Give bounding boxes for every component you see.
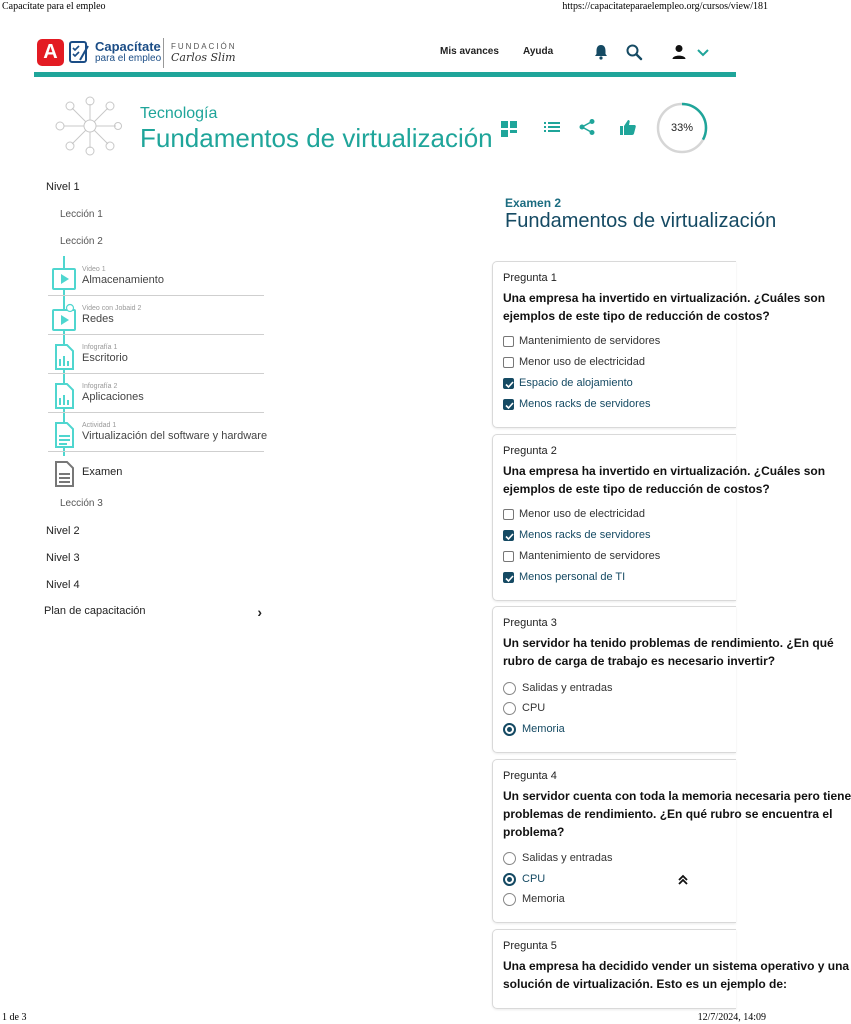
top-navbar (34, 34, 736, 74)
sidebar-lesson-2[interactable]: Lección 2 (60, 236, 103, 247)
thumbs-up-icon[interactable] (619, 118, 637, 136)
sidebar-item-title: Virtualización del software y hardware (82, 430, 268, 442)
sidebar-level-1[interactable]: Nivel 1 (46, 181, 80, 193)
print-page-number: 1 de 3 (2, 1012, 27, 1023)
print-page-title: Capacítate para el empleo (2, 1, 106, 12)
brand-tagline: para el empleo (95, 53, 162, 64)
logo-divider (163, 38, 164, 68)
infographic-icon (50, 343, 78, 371)
share-icon[interactable] (578, 118, 596, 136)
sidebar-item-aplicaciones[interactable] (48, 374, 264, 413)
nav-help-link[interactable]: Ayuda (523, 46, 554, 57)
sidebar-item-title: Examen (82, 466, 123, 478)
scroll-to-top-icon[interactable] (675, 872, 691, 888)
print-url: https://capacitateparaelempleo.org/cursos/view/181 (562, 1, 768, 12)
sidebar-level-4[interactable]: Nivel 4 (46, 579, 80, 591)
question-card-5 (492, 929, 850, 1009)
training-plan-label: Plan de capacitación (44, 605, 146, 617)
exam-icon (50, 460, 78, 488)
search-icon[interactable] (625, 43, 643, 61)
list-icon[interactable] (543, 118, 561, 136)
sidebar-item-title: Almacenamiento (82, 274, 164, 286)
video-jobaid-icon (50, 304, 78, 332)
question-text: Una empresa ha invertido en virtualización. ¿Cuáles son ejemplos de este tipo de reducción de costos? (503, 464, 826, 496)
print-header (0, 0, 768, 14)
sidebar-level-2[interactable]: Nivel 2 (46, 525, 80, 537)
question-card-2: Pregunta 2 Una empresa ha invertido en virtualización. ¿Cuáles son ejemplos de este tipo de reducción de costos? Menor uso de electricidad Menos racks de servidores Mantenimiento de servidores Menos personal de TI (492, 434, 736, 601)
question-number: Pregunta 3 (503, 617, 557, 629)
sidebar-item-escritorio[interactable] (48, 335, 264, 374)
sidebar-level-3[interactable]: Nivel 3 (46, 552, 80, 564)
foundation-name: Carlos Slim (171, 51, 236, 64)
print-datetime: 12/7/2024, 14:09 (697, 1012, 766, 1023)
exam-label: Examen 2 (505, 196, 562, 210)
bell-icon[interactable] (592, 43, 610, 61)
course-progress-label: 33% (670, 122, 694, 134)
sidebar-lesson-3[interactable]: Lección 3 (60, 498, 103, 509)
question-number: Pregunta 5 (503, 940, 557, 952)
user-icon[interactable] (670, 43, 688, 61)
exam-title: Fundamentos de virtualización (505, 210, 777, 232)
video-icon (50, 265, 78, 293)
activity-icon (50, 421, 78, 449)
sidebar-item-almacenamiento[interactable] (48, 257, 264, 296)
question-text: Una empresa ha decidido vender un sistema operativo y una solución de virtualización. Esto es un ejemplo de: (503, 959, 850, 991)
chevron-down-icon[interactable] (694, 43, 712, 61)
sidebar-item-type: Infografía 2 (82, 383, 118, 390)
sidebar-item-title: Redes (82, 313, 114, 325)
course-category: Tecnología (140, 105, 218, 122)
nav-my-progress-link[interactable]: Mis avances (440, 46, 499, 57)
brand-name: Capacítate (95, 39, 161, 54)
question-number: Pregunta 1 (503, 272, 557, 284)
chevron-right-icon: › (257, 604, 262, 620)
sidebar-item-redes[interactable] (48, 296, 264, 335)
question-card-4: Pregunta 4 Un servidor cuenta con toda la memoria necesaria pero tiene problemas de rendimiento. ¿En qué rubro se encuentra el problema? Salidas y entradas CPU Memoria (492, 759, 736, 923)
question-text: Un servidor cuenta con toda la memoria necesaria pero tiene problemas de rendimiento. ¿En qué rubro se encuentra el problema? (503, 789, 851, 839)
question-text: Una empresa ha invertido en virtualización. ¿Cuáles son ejemplos de este tipo de reducción de costos? (503, 291, 826, 323)
question-number: Pregunta 2 (503, 445, 557, 457)
sidebar-item-type: Video 1 (82, 266, 106, 273)
course-title: Fundamentos de virtualización (140, 123, 493, 153)
checklist-logo-icon (68, 40, 90, 64)
header-accent-rule (34, 72, 736, 77)
sidebar-item-title: Aplicaciones (82, 391, 144, 403)
foundation-label: FUNDACIÓN (171, 42, 237, 51)
question-card-1: Pregunta 1 Una empresa ha invertido en virtualización. ¿Cuáles son ejemplos de este tipo de reducción de costos? Mantenimiento de servidores Menor uso de electricidad Espacio de alojamiento Menos racks de servidores (492, 261, 736, 428)
question-card-3: Pregunta 3 Un servidor ha tenido problemas de rendimiento. ¿En qué rubro de carga de trabajo es necesario invertir? Salidas y entradas CPU Memoria (492, 606, 736, 753)
print-footer (0, 1012, 768, 1024)
sidebar-item-type: Actividad 1 (82, 422, 117, 429)
infographic-icon (50, 382, 78, 410)
sidebar-item-type: Infografía 1 (82, 344, 118, 351)
sidebar-item-type: Video con Jobaid 2 (82, 305, 142, 312)
course-network-illustration-icon (50, 96, 122, 156)
sidebar-item-title: Escritorio (82, 352, 128, 364)
sidebar-lesson-1[interactable]: Lección 1 (60, 209, 103, 220)
brand-logo-badge[interactable]: A (37, 39, 64, 66)
sidebar-item-examen[interactable] (48, 452, 264, 491)
question-text: Un servidor ha tenido problemas de rendimiento. ¿En qué rubro de carga de trabajo es necesario invertir? (503, 636, 834, 668)
question-number: Pregunta 4 (503, 770, 557, 782)
grid-icon[interactable] (500, 120, 518, 138)
sidebar-item-virtualizacion[interactable] (48, 413, 268, 452)
sidebar-training-plan-link[interactable] (44, 604, 264, 620)
